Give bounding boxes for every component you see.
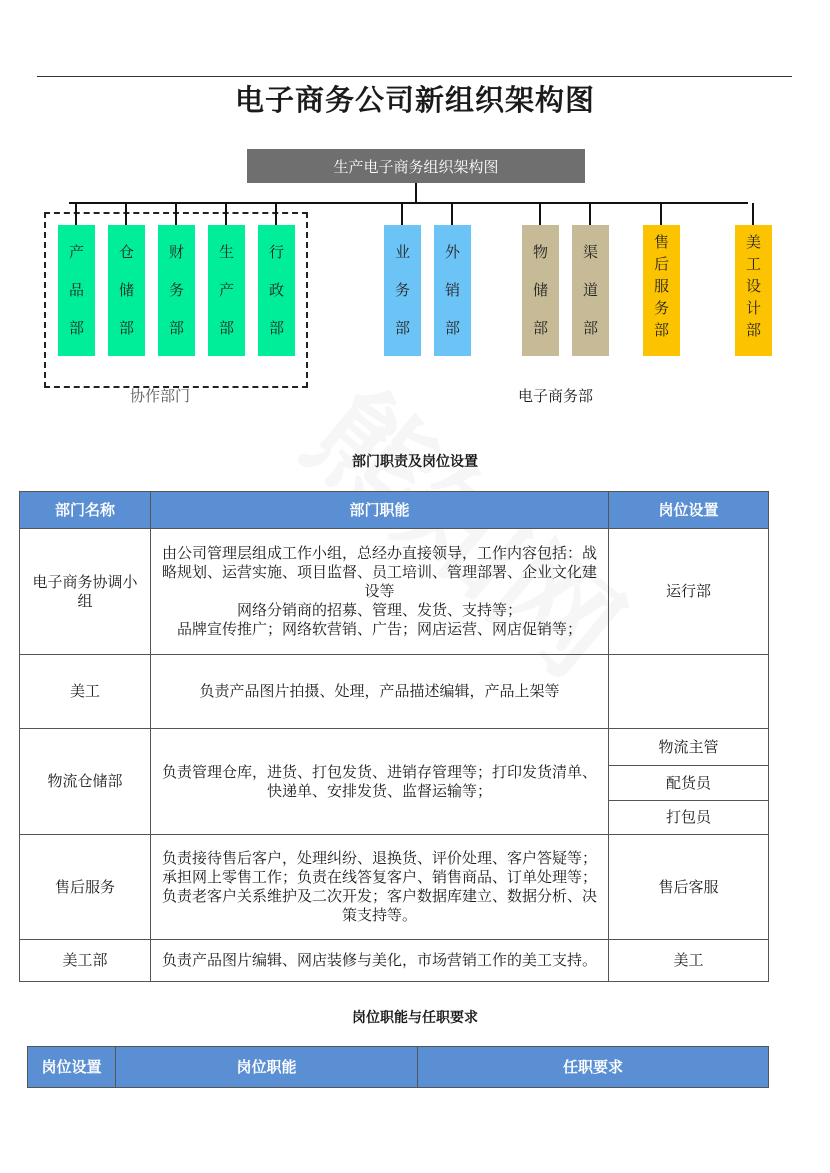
req-section-title: 岗位职能与任职要求 xyxy=(352,1010,478,1026)
dept-char: 部 xyxy=(582,319,598,338)
dept-char: 仓 xyxy=(118,242,134,261)
dept-duty-cell xyxy=(151,655,609,729)
collab-dept-box xyxy=(108,225,145,356)
dept-connector xyxy=(539,203,541,225)
dept-char: 务 xyxy=(394,280,410,299)
ecom-dept-box xyxy=(735,225,772,356)
dept-duty-cell xyxy=(151,940,609,982)
ecom-group-label: 电子商务部 xyxy=(518,387,594,405)
dept-duty-cell xyxy=(151,835,609,940)
dept-duty-cell xyxy=(151,529,609,655)
dept-char: 储 xyxy=(532,280,548,299)
ecom-dept-box xyxy=(522,225,559,356)
dept-connector xyxy=(752,203,754,225)
header-post-duty: 岗位职能 xyxy=(116,1047,418,1088)
dept-connector xyxy=(589,203,591,225)
dept-name-cell: 美工 xyxy=(20,655,151,729)
requirement-table xyxy=(27,1046,769,1088)
dept-char: 政 xyxy=(268,280,284,299)
table-row xyxy=(20,529,769,655)
table-row xyxy=(20,655,769,729)
dept-char: 外 xyxy=(444,242,460,261)
duty-line: 由公司管理层组成工作小组，总经办直接领导，工作内容包括：战略规划、运营实施、项目监督、员工培训、管理部署、企业文化建设等 xyxy=(161,544,597,600)
dept-char: 储 xyxy=(118,280,134,299)
dept-char: 后 xyxy=(653,255,669,273)
dept-char: 务 xyxy=(653,299,669,317)
post-cell: 美工 xyxy=(609,940,769,982)
duty-line: 网络分销商的招募、管理、发货、支持等； xyxy=(236,601,522,619)
post-cell: 运行部 xyxy=(609,529,769,655)
dept-char: 部 xyxy=(444,319,460,338)
post-cell xyxy=(609,655,769,729)
dept-name-cell: 电子商务协调小组 xyxy=(20,529,151,655)
dept-char: 物 xyxy=(532,242,548,261)
ecom-dept-box xyxy=(384,225,421,356)
dept-name-cell: 售后服务 xyxy=(20,835,151,940)
dept-char: 部 xyxy=(532,319,548,338)
dept-char: 美 xyxy=(745,233,761,251)
duty-line: 负责接待售后客户，处理纠纷、退换货、评价处理、客户答疑等；承担网上零售工作；负责在线答复客户、销售商品、订单处理等；负责老客户关系维护及二次开发；客户数据库建立、数据分析、决策支持等。 xyxy=(161,849,597,924)
duty-line: 负责产品图片拍摄、处理，产品描述编辑，产品上架等 xyxy=(199,682,560,700)
collab-dept-box xyxy=(208,225,245,356)
dept-char: 务 xyxy=(168,280,184,299)
duty-table xyxy=(19,491,769,982)
collab-dept-box xyxy=(58,225,95,356)
duty-line: 负责管理仓库，进货、打包发货、进销存管理等；打印发货清单、快递单、安排发货、监督运输等； xyxy=(161,762,597,800)
ecom-dept-box xyxy=(572,225,609,356)
dept-char: 售 xyxy=(653,233,669,251)
dept-char: 业 xyxy=(394,242,410,261)
table-row xyxy=(20,835,769,940)
dept-connector xyxy=(125,203,127,225)
dept-char: 计 xyxy=(745,299,761,317)
post-cell: 配货员 xyxy=(609,766,769,801)
dept-connector xyxy=(225,203,227,225)
dept-char: 渠 xyxy=(582,242,598,261)
page-title: 电子商务公司新组织架构图 xyxy=(234,83,595,117)
dept-char: 部 xyxy=(168,319,184,338)
dept-char: 部 xyxy=(218,319,234,338)
dept-char: 生 xyxy=(218,242,234,261)
collab-dept-box xyxy=(158,225,195,356)
table-row xyxy=(20,729,769,766)
post-cell: 打包员 xyxy=(609,801,769,835)
dept-char: 部 xyxy=(394,319,410,338)
dept-connector xyxy=(401,203,403,225)
collab-dept-box xyxy=(258,225,295,356)
dept-connector xyxy=(175,203,177,225)
dept-connector xyxy=(75,203,77,225)
ecom-dept-box xyxy=(643,225,680,356)
dept-duty-cell xyxy=(151,729,609,835)
dept-char: 部 xyxy=(118,319,134,338)
header-post-setting: 岗位设置 xyxy=(28,1047,116,1088)
table-row xyxy=(20,940,769,982)
duty-line: 品牌宣传推广；网络软营销、广告；网店运营、网店促销等； xyxy=(176,620,582,638)
dept-char: 部 xyxy=(68,319,84,338)
dept-char: 产 xyxy=(218,280,234,299)
dept-char: 部 xyxy=(268,319,284,338)
dept-char: 部 xyxy=(745,321,761,339)
dept-char: 部 xyxy=(653,321,669,339)
post-cell: 售后客服 xyxy=(609,835,769,940)
post-cell: 物流主管 xyxy=(609,729,769,766)
org-chart-root: 生产电子商务组织架构图 xyxy=(247,149,585,183)
root-connector xyxy=(415,183,417,203)
req-table-header xyxy=(28,1047,769,1088)
header-dept-duty: 部门职能 xyxy=(151,492,609,529)
dept-char: 服 xyxy=(653,277,669,295)
header-dept-name: 部门名称 xyxy=(20,492,151,529)
collab-group-label: 协作部门 xyxy=(130,387,191,405)
dept-char: 设 xyxy=(745,277,761,295)
top-rule xyxy=(37,76,792,77)
duty-table-header xyxy=(20,492,769,529)
duty-section-title: 部门职责及岗位设置 xyxy=(352,454,478,470)
dept-char: 品 xyxy=(68,280,84,299)
dept-connector xyxy=(451,203,453,225)
duty-line: 负责产品图片编辑、网店装修与美化，市场营销工作的美工支持。 xyxy=(161,951,597,969)
dept-name-cell: 美工部 xyxy=(20,940,151,982)
header-post: 岗位设置 xyxy=(609,492,769,529)
dept-char: 行 xyxy=(268,242,284,261)
ecom-dept-box xyxy=(434,225,471,356)
dept-connector xyxy=(660,203,662,225)
dept-char: 销 xyxy=(444,280,460,299)
dept-char: 产 xyxy=(68,242,84,261)
dept-char: 财 xyxy=(168,242,184,261)
dept-char: 道 xyxy=(582,280,598,299)
header-requirement: 任职要求 xyxy=(418,1047,769,1088)
dept-char: 工 xyxy=(745,255,761,273)
dept-connector xyxy=(275,203,277,225)
branch-line xyxy=(69,202,748,204)
dept-name-cell: 物流仓储部 xyxy=(20,729,151,835)
